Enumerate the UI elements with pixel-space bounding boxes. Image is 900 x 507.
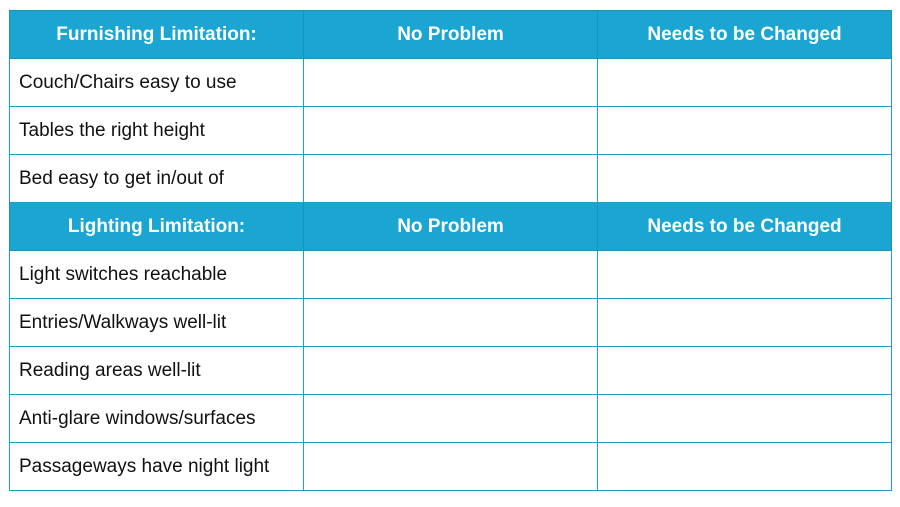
table-row <box>10 443 892 491</box>
table-row <box>10 299 892 347</box>
needs-change-cell[interactable] <box>598 251 892 299</box>
item-label: Light switches reachable <box>10 251 304 299</box>
item-label: Passageways have night light <box>10 443 304 491</box>
table-row <box>10 251 892 299</box>
needs-change-cell[interactable] <box>598 395 892 443</box>
needs-change-cell[interactable] <box>598 155 892 203</box>
no-problem-heading: No Problem <box>304 203 598 251</box>
no-problem-cell[interactable] <box>304 395 598 443</box>
needs-change-cell[interactable] <box>598 443 892 491</box>
lighting-limitation-heading: Lighting Limitation: <box>10 203 304 251</box>
item-label: Bed easy to get in/out of <box>10 155 304 203</box>
needs-to-be-changed-heading: Needs to be Changed <box>598 203 892 251</box>
needs-change-cell[interactable] <box>598 347 892 395</box>
no-problem-cell[interactable] <box>304 299 598 347</box>
no-problem-heading: No Problem <box>304 11 598 59</box>
item-label: Entries/Walkways well-lit <box>10 299 304 347</box>
home-safety-checklist-table <box>9 10 892 491</box>
no-problem-cell[interactable] <box>304 59 598 107</box>
table-row <box>10 395 892 443</box>
table-row <box>10 107 892 155</box>
furnishing-header-row <box>10 11 892 59</box>
no-problem-cell[interactable] <box>304 347 598 395</box>
table-row <box>10 155 892 203</box>
item-label: Couch/Chairs easy to use <box>10 59 304 107</box>
no-problem-cell[interactable] <box>304 443 598 491</box>
table-row <box>10 347 892 395</box>
lighting-header-row <box>10 203 892 251</box>
no-problem-cell[interactable] <box>304 107 598 155</box>
table-row <box>10 59 892 107</box>
item-label: Anti-glare windows/surfaces <box>10 395 304 443</box>
furnishing-limitation-heading: Furnishing Limitation: <box>10 11 304 59</box>
needs-change-cell[interactable] <box>598 107 892 155</box>
needs-change-cell[interactable] <box>598 59 892 107</box>
item-label: Tables the right height <box>10 107 304 155</box>
no-problem-cell[interactable] <box>304 251 598 299</box>
needs-change-cell[interactable] <box>598 299 892 347</box>
no-problem-cell[interactable] <box>304 155 598 203</box>
needs-to-be-changed-heading: Needs to be Changed <box>598 11 892 59</box>
item-label: Reading areas well-lit <box>10 347 304 395</box>
